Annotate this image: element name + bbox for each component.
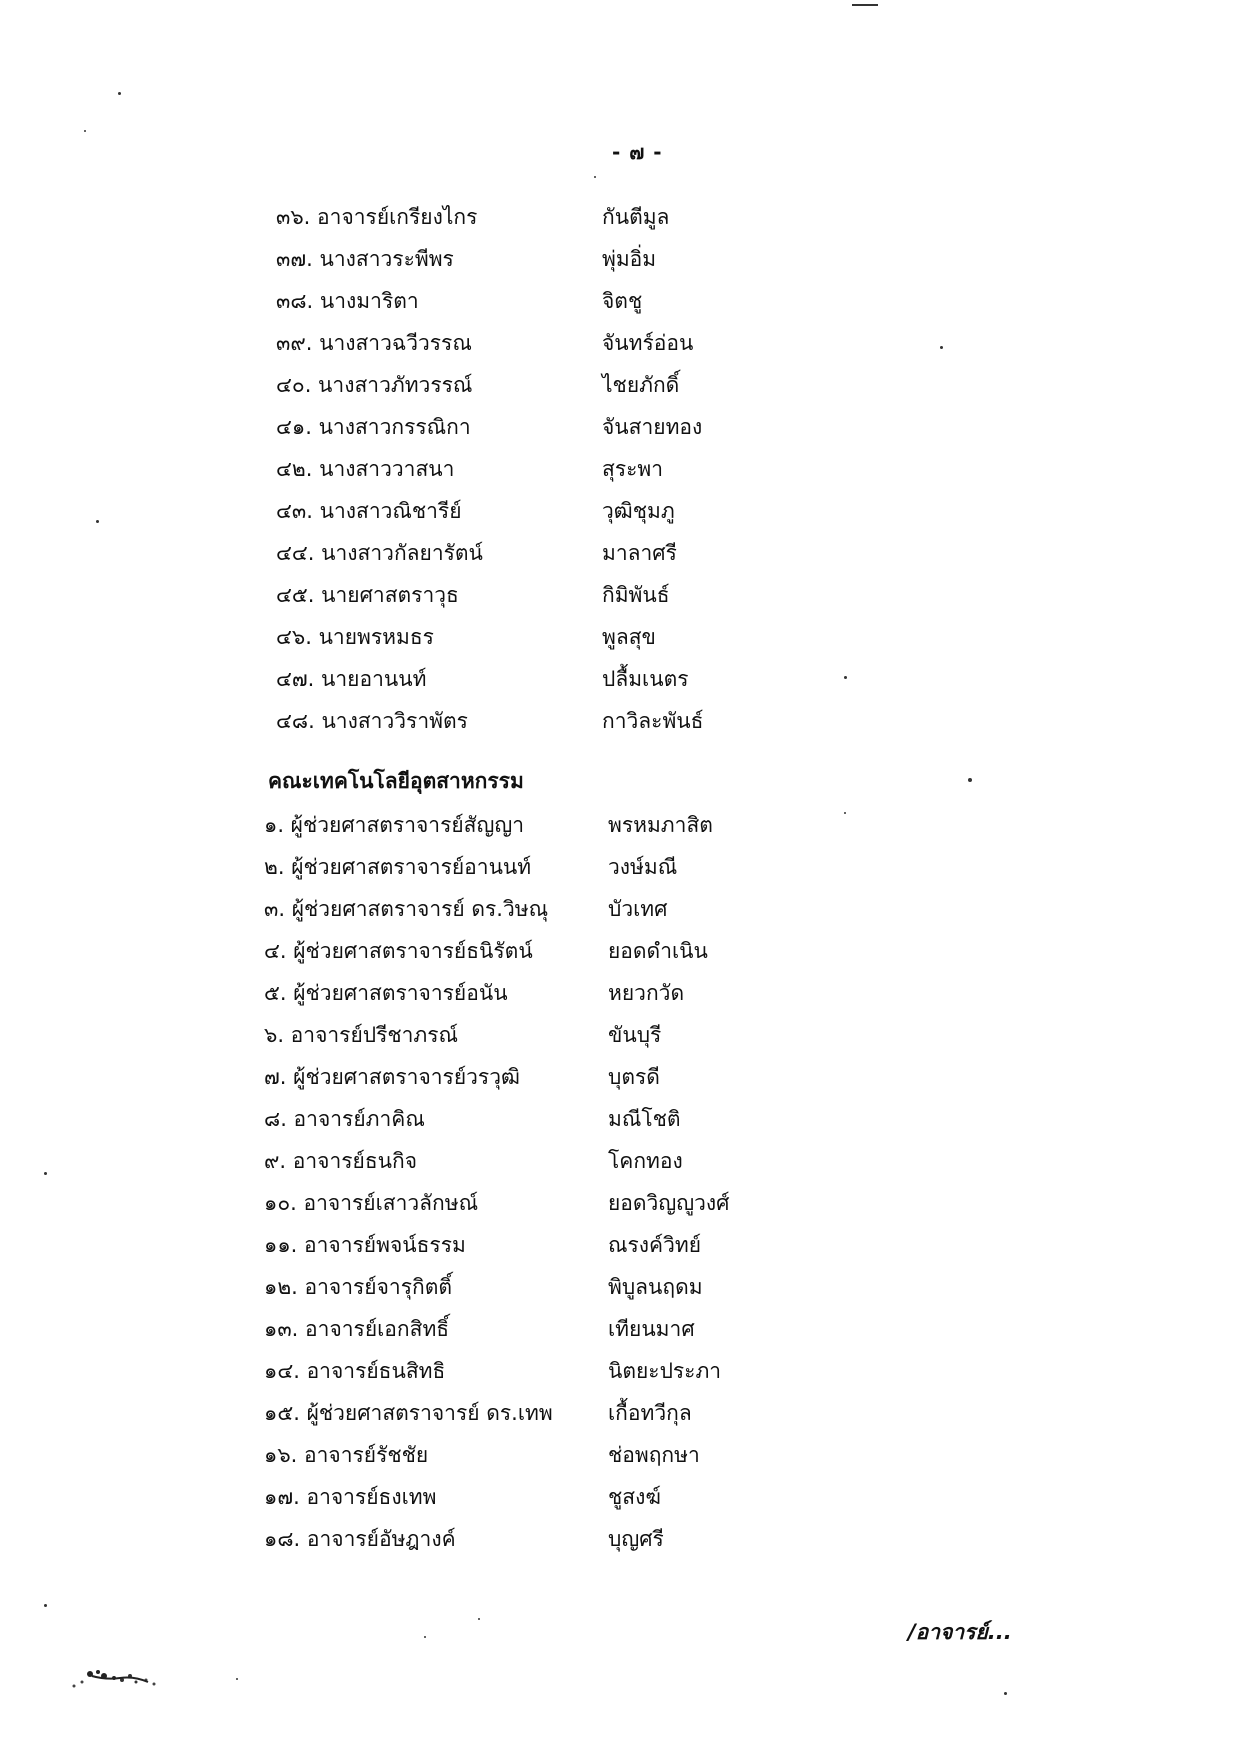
- person-given-name: ๔๐. นางสาวภัทวรรณ์: [276, 373, 473, 397]
- person-given-name: ๑๑. อาจารย์พจน์ธรรม: [264, 1233, 466, 1257]
- person-family-name: วุฒิชุมภู: [602, 499, 675, 523]
- faculty-heading: คณะเทคโนโลยีอุตสาหกรรม: [268, 769, 524, 793]
- person-family-name: มณีโชติ: [608, 1107, 681, 1131]
- person-given-name: ๔. ผู้ช่วยศาสตราจารย์ธนิรัตน์: [264, 939, 533, 963]
- person-family-name: พรหมภาสิต: [608, 813, 713, 837]
- person-given-name: ๓๖. อาจารย์เกรียงไกร: [276, 205, 478, 229]
- scan-speck: [424, 1636, 426, 1638]
- person-given-name: ๔๓. นางสาวณิชารีย์: [276, 499, 462, 523]
- person-family-name: จันสายทอง: [602, 415, 703, 439]
- scan-speck: [968, 778, 972, 782]
- person-given-name: ๔๔. นางสาวกัลยารัตน์: [276, 541, 483, 565]
- person-family-name: ปลื้มเนตร: [602, 667, 689, 691]
- scan-speck: [84, 130, 86, 132]
- person-given-name: ๖. อาจารย์ปรีชาภรณ์: [264, 1023, 459, 1047]
- person-given-name: ๑๗. อาจารย์ธงเทพ: [264, 1485, 437, 1509]
- person-given-name: ๔๕. นายศาสตราวุธ: [276, 583, 459, 607]
- person-given-name: ๗. ผู้ช่วยศาสตราจารย์วรวุฒิ: [264, 1065, 520, 1089]
- scan-speck: [1004, 1692, 1007, 1695]
- person-given-name: ๔๖. นายพรหมธร: [276, 625, 434, 649]
- scan-speck: [594, 176, 596, 178]
- person-given-name: ๑๘. อาจารย์อัษฎางค์: [264, 1527, 456, 1551]
- person-given-name: ๑๒. อาจารย์จารุกิตติ์: [264, 1275, 452, 1299]
- person-given-name: ๓๙. นางสาวฉวีวรรณ: [276, 331, 472, 355]
- person-family-name: มาลาศรี: [602, 541, 677, 565]
- person-given-name: ๓๘. นางมาริตา: [276, 289, 419, 313]
- person-family-name: ขันบุรี: [608, 1023, 662, 1047]
- person-family-name: สุระพา: [602, 457, 664, 481]
- person-family-name: ณรงค์วิทย์: [608, 1233, 702, 1257]
- person-family-name: ไชยภักดิ์: [602, 373, 680, 397]
- scan-speck: [96, 520, 99, 523]
- scan-speck: [236, 1678, 238, 1680]
- person-family-name: พิบูลนฤดม: [608, 1275, 703, 1299]
- scan-speck: [478, 1618, 480, 1620]
- person-family-name: ยอดดำเนิน: [608, 939, 708, 963]
- person-given-name: ๔๗. นายอานนท์: [276, 667, 427, 691]
- scan-mark: [852, 4, 878, 6]
- person-given-name: ๒. ผู้ช่วยศาสตราจารย์อานนท์: [264, 855, 532, 879]
- person-family-name: นิตยะประภา: [608, 1359, 722, 1383]
- person-family-name: เทียนมาศ: [608, 1317, 695, 1341]
- scan-speck: [940, 346, 943, 349]
- person-family-name: พูลสุข: [602, 625, 656, 649]
- person-given-name: ๑๕. ผู้ช่วยศาสตราจารย์ ดร.เทพ: [264, 1401, 553, 1425]
- person-family-name: เกื้อทวีกุล: [608, 1401, 692, 1425]
- scan-speck: [844, 812, 846, 814]
- person-family-name: ยอดวิญญูวงศ์: [608, 1191, 730, 1215]
- person-family-name: บัวเทศ: [608, 897, 668, 921]
- person-given-name: ๔๒. นางสาววาสนา: [276, 457, 455, 481]
- scan-speck: [118, 92, 121, 95]
- person-given-name: ๘. อาจารย์ภาคิณ: [264, 1107, 425, 1131]
- person-family-name: กันตีมูล: [602, 205, 670, 229]
- person-family-name: กาวิละพันธ์: [602, 709, 704, 733]
- person-family-name: วงษ์มณี: [608, 855, 678, 879]
- person-family-name: บุญศรี: [608, 1527, 664, 1551]
- person-family-name: กิมิพันธ์: [602, 583, 670, 607]
- person-given-name: ๔๘. นางสาววิราพัตร: [276, 709, 468, 733]
- page-number: - ๗ -: [612, 140, 663, 164]
- person-given-name: ๓. ผู้ช่วยศาสตราจารย์ ดร.วิษณุ: [264, 897, 549, 921]
- scan-smudge: [70, 1660, 190, 1700]
- person-given-name: ๑๔. อาจารย์ธนสิทธิ: [264, 1359, 446, 1383]
- person-family-name: จันทร์อ่อน: [602, 331, 694, 355]
- continued-label: /อาจารย์...: [908, 1620, 1012, 1644]
- person-given-name: ๓๗. นางสาวระพีพร: [276, 247, 454, 271]
- person-family-name: ช่อพฤกษา: [608, 1443, 700, 1467]
- person-family-name: จิตชู: [602, 289, 643, 313]
- person-family-name: หยวกวัด: [608, 981, 685, 1005]
- person-given-name: ๔๑. นางสาวกรรณิกา: [276, 415, 471, 439]
- person-given-name: ๑๖. อาจารย์รัชชัย: [264, 1443, 429, 1467]
- person-family-name: ชูสงฆ์: [608, 1485, 661, 1509]
- person-given-name: ๑๓. อาจารย์เอกสิทธิ์: [264, 1317, 450, 1341]
- person-given-name: ๕. ผู้ช่วยศาสตราจารย์อนัน: [264, 981, 508, 1005]
- person-given-name: ๑. ผู้ช่วยศาสตราจารย์สัญญา: [264, 813, 525, 837]
- scan-speck: [44, 1604, 47, 1607]
- person-family-name: บุตรดี: [608, 1065, 660, 1089]
- person-family-name: โคกทอง: [608, 1149, 683, 1173]
- scan-speck: [44, 1172, 47, 1175]
- person-given-name: ๙. อาจารย์ธนกิจ: [264, 1149, 418, 1173]
- person-family-name: พุ่มอิ่ม: [602, 247, 657, 271]
- scan-speck: [844, 676, 847, 679]
- person-given-name: ๑๐. อาจารย์เสาวลักษณ์: [264, 1191, 479, 1215]
